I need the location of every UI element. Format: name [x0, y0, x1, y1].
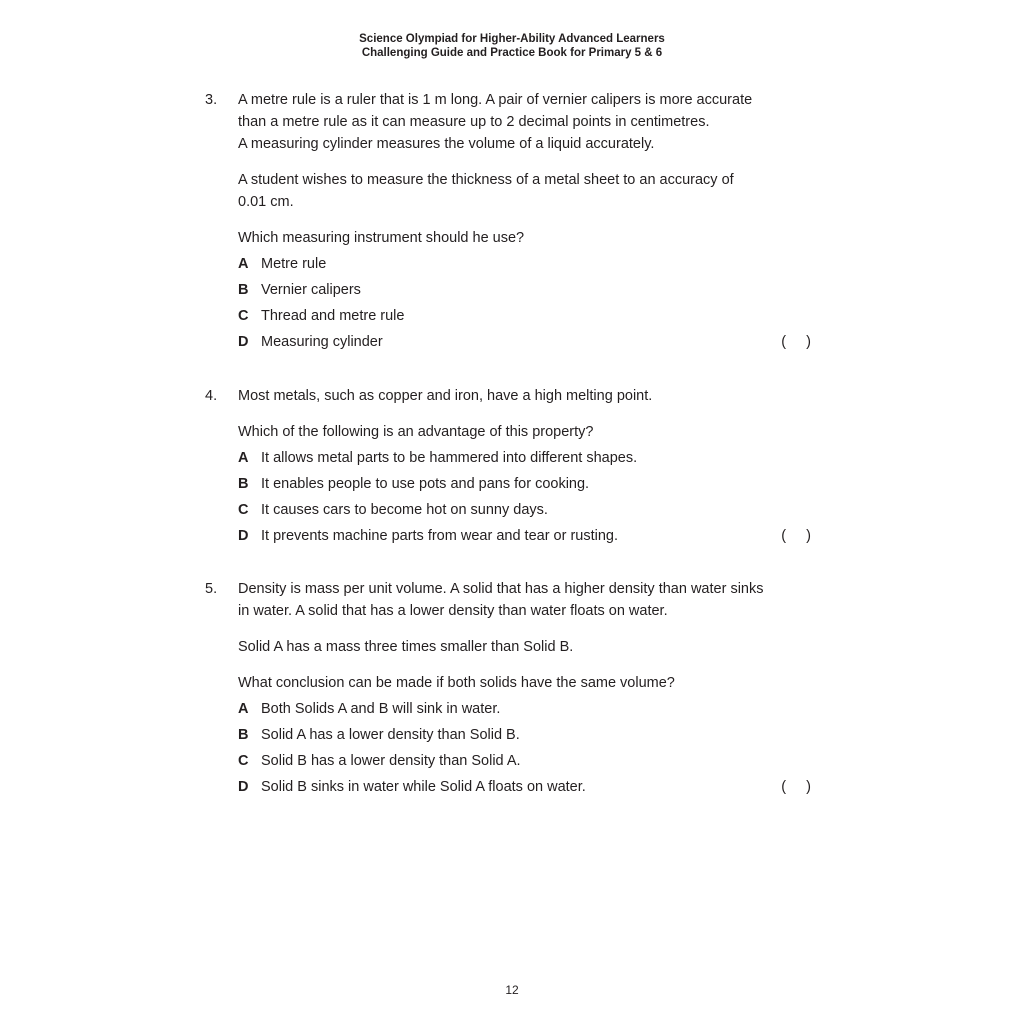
question-number: 4.: [205, 388, 218, 404]
question-5: [205, 578, 815, 802]
option-text: It allows metal parts to be hammered into different shapes.: [261, 450, 638, 466]
option-d: [238, 525, 815, 551]
header-line-1: Science Olympiad for Higher-Ability Advanced Learners: [359, 33, 665, 45]
option-d: [238, 331, 815, 357]
stem-line: A measuring cylinder measures the volume of a liquid accurately.: [238, 136, 655, 152]
stem-line: in water. A solid that has a lower density than water floats on water.: [238, 603, 668, 619]
option-letter: D: [238, 528, 249, 544]
question-prompt: What conclusion can be made if both solids have the same volume?: [238, 675, 675, 691]
context-line: 0.01 cm.: [238, 194, 294, 210]
option-text: Both Solids A and B will sink in water.: [261, 701, 501, 717]
option-letter: A: [238, 450, 249, 466]
question-stem: [238, 578, 815, 622]
option-text: It enables people to use pots and pans for cooking.: [261, 476, 590, 492]
question-prompt: Which of the following is an advantage of this property?: [238, 424, 594, 440]
option-d: [238, 776, 815, 802]
context-line: A student wishes to measure the thickness of a metal sheet to an accuracy of: [238, 172, 734, 188]
option-letter: A: [238, 256, 249, 272]
option-text: Solid B has a lower density than Solid A.: [261, 753, 521, 769]
option-c: [238, 750, 815, 776]
question-stem: [238, 89, 815, 155]
option-letter: D: [238, 779, 249, 795]
question-number: 3.: [205, 92, 218, 108]
option-a: [238, 253, 815, 279]
running-header: [0, 32, 1024, 60]
question-context: [238, 636, 815, 658]
question-context: [238, 169, 815, 213]
option-b: [238, 473, 815, 499]
option-letter: C: [238, 753, 249, 769]
stem-line: than a metre rule as it can measure up to 2 decimal points in centimetres.: [238, 114, 710, 130]
header-line-2: Challenging Guide and Practice Book for Primary 5 & 6: [361, 47, 663, 59]
option-text: Metre rule: [261, 256, 327, 272]
question-3: [205, 89, 815, 357]
option-letter: B: [238, 476, 249, 492]
option-letter: C: [238, 308, 249, 324]
option-text: It prevents machine parts from wear and tear or rusting.: [261, 528, 619, 544]
answer-bracket: ( ): [781, 779, 811, 795]
page-number: 12: [505, 983, 519, 997]
option-letter: C: [238, 502, 249, 518]
option-text: Solid A has a lower density than Solid B.: [261, 727, 520, 743]
option-letter: A: [238, 701, 249, 717]
option-c: [238, 305, 815, 331]
question-4: [205, 385, 815, 551]
option-text: It causes cars to become hot on sunny days.: [261, 502, 548, 518]
question-stem: [238, 385, 815, 407]
question-prompt: Which measuring instrument should he use?: [238, 230, 525, 246]
question-number: 5.: [205, 581, 218, 597]
stem-line: Density is mass per unit volume. A solid that has a higher density than water sinks: [238, 581, 764, 597]
stem-line: A metre rule is a ruler that is 1 m long. A pair of vernier calipers is more accurate: [238, 92, 753, 108]
option-a: [238, 698, 815, 724]
option-a: [238, 447, 815, 473]
context-line: Solid A has a mass three times smaller than Solid B.: [238, 639, 574, 655]
option-b: [238, 724, 815, 750]
option-text: Measuring cylinder: [261, 334, 383, 350]
stem-line: Most metals, such as copper and iron, have a high melting point.: [238, 388, 653, 404]
option-letter: B: [238, 282, 249, 298]
option-letter: D: [238, 334, 249, 350]
answer-bracket: ( ): [781, 334, 811, 350]
option-b: [238, 279, 815, 305]
option-text: Solid B sinks in water while Solid A floats on water.: [261, 779, 586, 795]
option-letter: B: [238, 727, 249, 743]
option-text: Thread and metre rule: [261, 308, 405, 324]
option-text: Vernier calipers: [261, 282, 361, 298]
answer-bracket: ( ): [781, 528, 811, 544]
option-c: [238, 499, 815, 525]
